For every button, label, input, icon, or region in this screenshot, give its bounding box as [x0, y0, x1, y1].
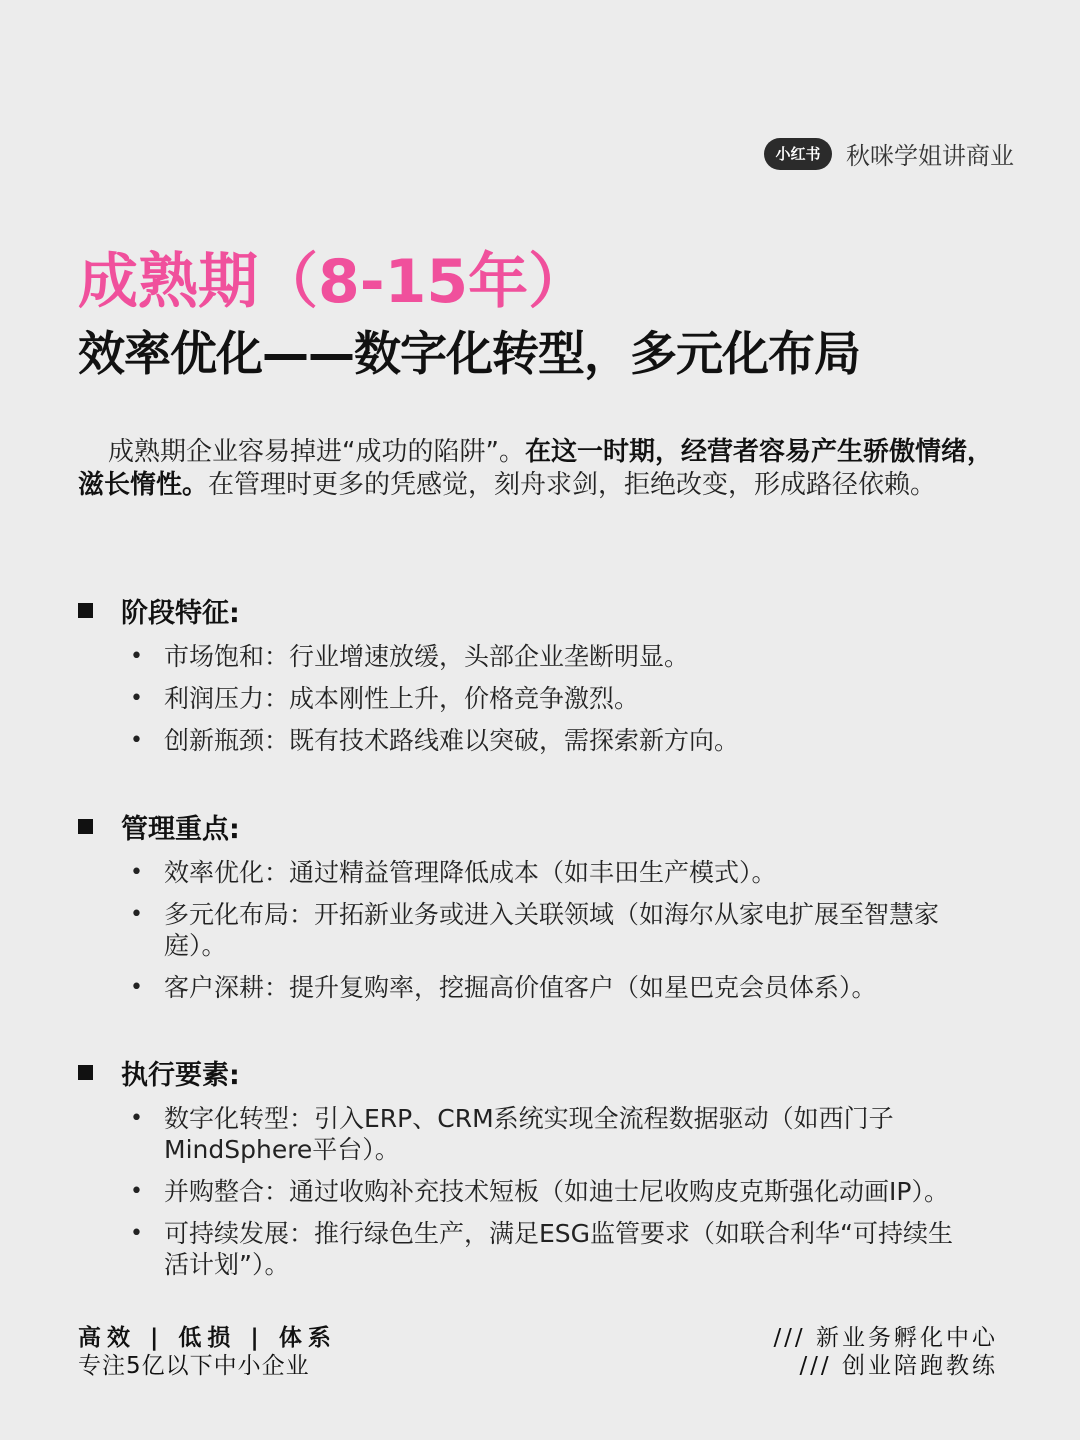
bullet-dot-icon: •: [130, 728, 143, 753]
footer-focus: 专注5亿以下中小企业: [78, 1353, 310, 1379]
page-subtitle: 效率优化——数字化转型，多元化布局: [78, 327, 860, 382]
bullet-dot-icon: •: [130, 860, 143, 885]
section-header: [78, 1052, 1002, 1092]
footer-service-2: /// 创业陪跑教练: [799, 1353, 998, 1379]
bullet-dot-icon: •: [130, 644, 143, 669]
list-item: • 可持续发展：推行绿色生产，满足ESG监管要求（如联合利华“可持续生活计划”）。: [130, 1219, 953, 1279]
bullet-list: [78, 641, 1002, 756]
section-title: 执行要素:: [121, 1059, 240, 1091]
list-item: • 数字化转型：引入ERP、CRM系统实现全流程数据驱动（如西门子MindSphere平台）。: [130, 1104, 894, 1164]
square-bullet-icon: [78, 603, 93, 618]
list-item: • 市场饱和：行业增速放缓，头部企业垄断明显。: [130, 642, 690, 671]
list-item: • 客户深耕：提升复购率，挖掘高价值客户（如星巴克会员体系）。: [130, 973, 877, 1002]
footer-right: [773, 1324, 998, 1380]
bullet-dot-icon: •: [130, 975, 143, 1000]
list-item: • 创新瓶颈：既有技术路线难以突破，需探索新方向。: [130, 726, 740, 755]
intro-paragraph: [78, 436, 1002, 502]
section-title: 管理重点:: [121, 813, 240, 845]
section-management-focus: [78, 806, 1002, 1003]
section-stage-features: [78, 590, 1002, 756]
section-execution-elements: [78, 1052, 1002, 1280]
footer-tagline: 高效 | 低损 | 体系: [78, 1325, 337, 1351]
list-item: • 并购整合：通过收购补充技术短板（如迪士尼收购皮克斯强化动画IP）。: [130, 1177, 949, 1206]
intro-text-bold: 在这一时期，经营者容易产生骄傲情绪，滋长惰性。: [78, 437, 993, 500]
bullet-dot-icon: •: [130, 902, 143, 927]
list-item: • 多元化布局：开拓新业务或进入关联领域（如海尔从家电扩展至智慧家庭）。: [130, 900, 940, 960]
intro-text-1: 成熟期企业容易掉进“成功的陷阱”。: [108, 437, 525, 467]
author-name: 秋咪学姐讲商业: [846, 142, 1014, 170]
list-item: • 利润压力：成本刚性上升，价格竞争激烈。: [130, 684, 640, 713]
square-bullet-icon: [78, 1065, 93, 1080]
list-item: • 效率优化：通过精益管理降低成本（如丰田生产模式）。: [130, 858, 777, 887]
section-title: 阶段特征:: [121, 597, 240, 629]
section-header: [78, 806, 1002, 846]
bullet-dot-icon: •: [130, 1221, 143, 1246]
bullet-dot-icon: •: [130, 1106, 143, 1131]
section-header: [78, 590, 1002, 630]
bullet-dot-icon: •: [130, 686, 143, 711]
footer-service-1: /// 新业务孵化中心: [773, 1325, 998, 1351]
bullet-list: [78, 857, 1002, 1003]
brand-header: [764, 136, 1014, 171]
square-bullet-icon: [78, 819, 93, 834]
page-title: 成熟期（8-15年）: [78, 247, 589, 317]
footer-left: [78, 1324, 337, 1380]
xiaohongshu-logo: 小红书: [764, 138, 832, 170]
intro-text-3: 在管理时更多的凭感觉，刻舟求剑，拒绝改变，形成路径依赖。: [208, 470, 937, 500]
bullet-dot-icon: •: [130, 1179, 143, 1204]
bullet-list: [78, 1103, 1002, 1280]
